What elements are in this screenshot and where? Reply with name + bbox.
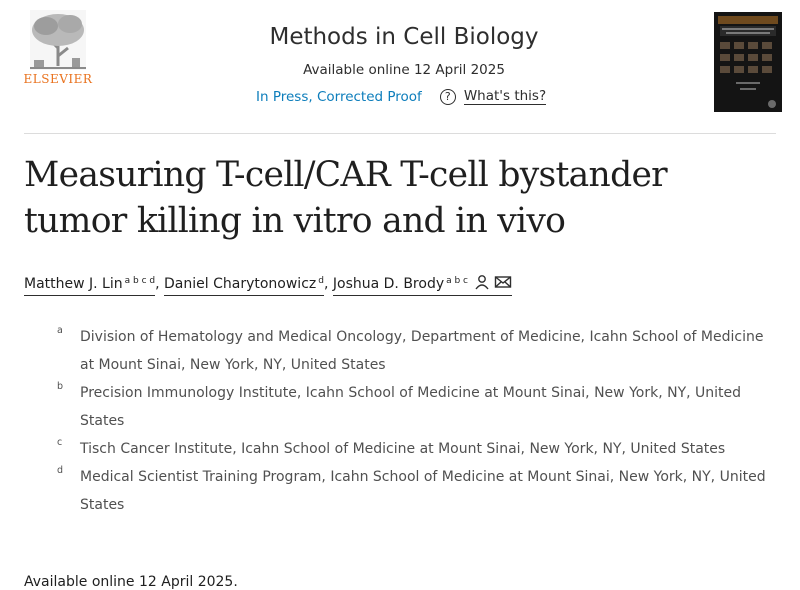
help-circle-icon[interactable]: ? xyxy=(440,89,456,105)
affiliation-label: c xyxy=(57,437,63,448)
author-separator: , xyxy=(323,276,329,292)
affiliation-text: Division of Hematology and Medical Oncology, Department of Medicine, Icahn School of Medicine at Mount Sinai, New York, NY, United States xyxy=(80,329,764,373)
affiliation-text: Tisch Cancer Institute, Icahn School of Medicine at Mount Sinai, New York, NY, United States xyxy=(80,441,726,457)
affiliation-label: a xyxy=(57,325,63,336)
affiliation-item xyxy=(57,379,777,435)
affiliation-label: b xyxy=(57,381,64,392)
envelope-icon[interactable] xyxy=(494,274,512,290)
author-link[interactable] xyxy=(24,272,155,296)
author-name: Daniel Charytonowicz xyxy=(164,276,317,292)
affiliation-label: d xyxy=(57,465,64,476)
status-link[interactable]: In Press, Corrected Proof xyxy=(256,89,422,105)
affiliation-item xyxy=(57,435,777,463)
person-icon[interactable] xyxy=(474,274,490,290)
author-affiliation-refs: a b c d xyxy=(124,276,156,286)
affiliation-item xyxy=(57,463,777,519)
author-contact-icons xyxy=(474,274,512,290)
article-header xyxy=(0,0,800,133)
author-separator: , xyxy=(155,276,160,292)
availability-note: Available online 12 April 2025. xyxy=(24,574,238,590)
author-link[interactable] xyxy=(164,272,324,296)
author-name: Joshua D. Brody xyxy=(332,276,445,292)
author-list xyxy=(24,272,512,296)
publisher-name: ELSEVIER xyxy=(23,72,93,86)
author-link[interactable] xyxy=(333,272,512,296)
status-row xyxy=(256,87,546,107)
author-name: Matthew J. Lin xyxy=(24,276,123,292)
author-affiliation-refs: a b c xyxy=(446,276,469,286)
article-title xyxy=(24,152,784,244)
journal-title[interactable]: Methods in Cell Biology xyxy=(269,24,539,50)
whats-this-link[interactable]: What's this? xyxy=(463,88,547,104)
author-affiliation-refs: d xyxy=(318,276,324,286)
journal-cover-thumbnail[interactable] xyxy=(714,12,782,112)
affiliation-text: Precision Immunology Institute, Icahn School of Medicine at Mount Sinai, New York, NY, United States xyxy=(80,385,742,429)
title-line-2: tumor killing in vitro and in vivo xyxy=(24,201,566,241)
affiliation-item xyxy=(57,323,777,379)
header-divider xyxy=(24,133,776,134)
title-line-1: Measuring T-cell/CAR T-cell bystander xyxy=(24,155,667,195)
affiliation-list xyxy=(57,323,777,519)
affiliation-text: Medical Scientist Training Program, Icahn School of Medicine at Mount Sinai, New York, NY, United States xyxy=(80,469,766,513)
online-date: Available online 12 April 2025 xyxy=(303,62,505,78)
